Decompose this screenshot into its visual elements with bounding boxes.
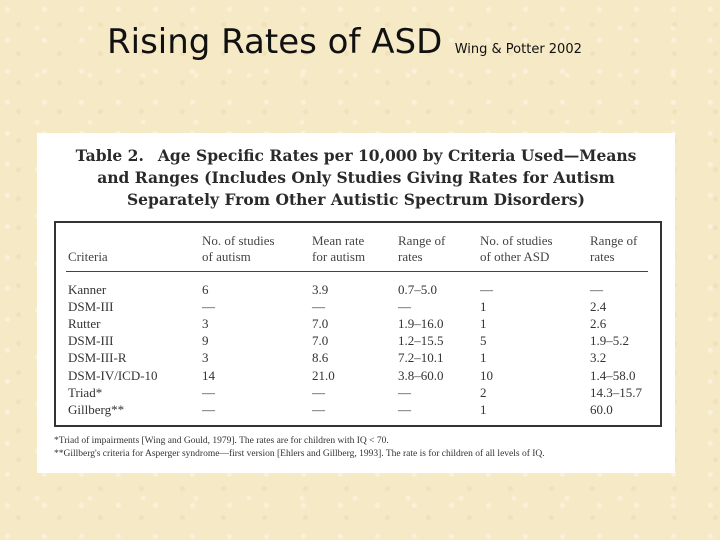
table-cell: — — [202, 299, 215, 315]
table-cell: 2 — [480, 384, 487, 400]
table-cell: 3 — [202, 350, 209, 366]
table-cell: 3.8–60.0 — [398, 367, 444, 383]
caption-line-1: Age Specific Rates per 10,000 by Criteria Used—Means — [157, 146, 637, 165]
table-row — [56, 332, 660, 349]
header-text: rates — [590, 249, 615, 264]
table-row — [56, 349, 660, 366]
table-cell: 60.0 — [590, 401, 613, 417]
table-row — [56, 315, 660, 332]
table-cell: 21.0 — [312, 367, 335, 383]
table-cell: 1 — [480, 350, 487, 366]
table-cell: 1.4–58.0 — [590, 367, 636, 383]
table-cell: 1 — [480, 299, 487, 315]
table-cell: Rutter — [68, 316, 101, 332]
caption-line-2: and Ranges (Includes Only Studies Giving Rates for Autism — [97, 168, 615, 187]
table-row — [56, 384, 660, 401]
table-cell: 1.2–15.5 — [398, 333, 444, 349]
table-cell: — — [398, 384, 411, 400]
header-range-autism — [398, 233, 445, 265]
table-cell: 9 — [202, 333, 209, 349]
footnotes — [54, 435, 545, 461]
header-divider — [66, 271, 648, 272]
caption-line-3: Separately From Other Autistic Spectrum Disorders) — [126, 190, 585, 209]
table-cell: 7.2–10.1 — [398, 350, 444, 366]
table-cell: 0.7–5.0 — [398, 282, 437, 297]
table-cell: 1.9–5.2 — [590, 333, 629, 349]
header-text: of other ASD — [480, 249, 550, 264]
header-text: Range of — [590, 233, 638, 248]
table-cell: Gillberg** — [68, 401, 125, 417]
footnote-gillberg: **Gillberg's criteria for Asperger syndrome—first version [Ehlers and Gillberg, 1993]. The rate is for children of all levels of IQ. — [54, 449, 545, 459]
header-criteria — [68, 249, 108, 265]
table-cell: — — [398, 401, 411, 417]
header-text: Criteria — [68, 249, 108, 264]
header-no-studies-autism — [202, 233, 275, 265]
table-cell: 7.0 — [312, 316, 329, 332]
header-text: for autism — [312, 249, 366, 264]
table-image — [37, 133, 675, 473]
table-cell: — — [202, 384, 215, 400]
table-row — [56, 367, 660, 384]
table-cell: 2.6 — [590, 316, 607, 332]
table-cell: 14 — [202, 367, 215, 383]
table-row — [56, 281, 660, 298]
header-text: No. of studies — [202, 233, 275, 248]
table-cell: 8.6 — [312, 350, 329, 366]
header-text: No. of studies — [480, 233, 553, 248]
header-range-asd — [590, 233, 637, 265]
table-cell: — — [312, 299, 325, 315]
table-cell: DSM-III — [68, 299, 114, 315]
table-cell: 14.3–15.7 — [590, 384, 642, 400]
table-cell: — — [480, 282, 493, 297]
header-no-studies-asd — [480, 233, 553, 265]
table-cell: DSM-IV/ICD-10 — [68, 367, 158, 383]
data-table — [54, 221, 662, 427]
table-cell: DSM-III-R — [68, 350, 127, 366]
header-mean-rate — [312, 233, 365, 265]
header-text: of autism — [202, 249, 251, 264]
table-cell: 7.0 — [312, 333, 329, 349]
slide-title: Rising Rates of ASD — [107, 22, 443, 62]
title-row — [107, 22, 582, 62]
table-cell: 2.4 — [590, 299, 607, 315]
table-caption — [37, 145, 675, 211]
table-cell: DSM-III — [68, 333, 114, 349]
table-cell: Triad* — [68, 384, 103, 400]
table-number: Table 2. — [75, 146, 144, 165]
header-text: Mean rate — [312, 233, 365, 248]
table-cell: 5 — [480, 333, 487, 349]
table-cell: — — [202, 401, 215, 417]
table-cell: — — [312, 401, 325, 417]
slide-source: Wing & Potter 2002 — [454, 42, 582, 57]
table-cell: — — [312, 384, 325, 400]
table-cell: — — [590, 282, 603, 297]
table-row — [56, 401, 660, 418]
table-row — [56, 298, 660, 315]
table-cell: Kanner — [68, 282, 107, 297]
footnote-triad: *Triad of impairments [Wing and Gould, 1979]. The rates are for children with IQ < 70. — [54, 436, 389, 446]
table-cell: 3.2 — [590, 350, 607, 366]
table-cell: 6 — [202, 282, 209, 297]
header-text: rates — [398, 249, 423, 264]
table-cell: 3.9 — [312, 282, 329, 297]
table-cell: — — [398, 299, 411, 315]
table-cell: 3 — [202, 316, 209, 332]
header-text: Range of — [398, 233, 446, 248]
table-cell: 10 — [480, 367, 493, 383]
table-cell: 1.9–16.0 — [398, 316, 444, 332]
table-cell: 1 — [480, 401, 487, 417]
caption-line — [37, 145, 675, 167]
table-cell: 1 — [480, 316, 487, 332]
